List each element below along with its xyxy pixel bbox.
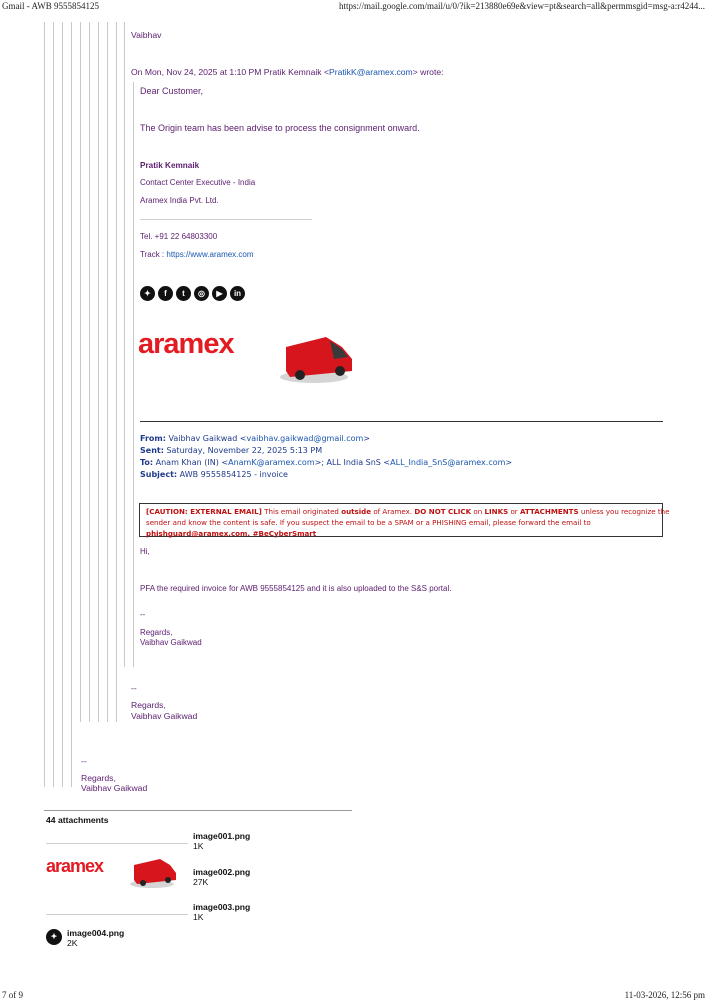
to-email-link-1[interactable]: AnamK@aramex.com [228, 458, 315, 467]
attachment-thumb-aramex[interactable]: aramex [46, 856, 104, 876]
aramex-van-icon [280, 333, 356, 385]
print-footer-datetime: 11-03-2026, 12:56 pm [624, 990, 705, 1000]
print-header-title: Gmail - AWB 9555854125 [2, 1, 100, 11]
instagram-icon[interactable]: ◎ [194, 286, 209, 301]
quote-line [98, 22, 99, 722]
top-signature: Vaibhav [131, 30, 162, 40]
signature-divider [140, 219, 312, 220]
attachments-count: 44 attachments [46, 815, 109, 825]
linkedin-icon[interactable]: in [230, 286, 245, 301]
forward-pfa: PFA the required invoice for AWB 9555854125 and it is also uploaded to the S&S portal. [140, 584, 452, 593]
forward-divider [140, 421, 663, 422]
forward-to: To: Anam Khan (IN) <AnamK@aramex.com>; ALL India SnS <ALL_India_SnS@aramex.com> [140, 458, 513, 467]
attachment-size: 1K [193, 912, 204, 922]
attachment-name[interactable]: image002.png [193, 867, 251, 877]
forward-dashes: -- [140, 610, 146, 619]
outer2-regards: Regards, [81, 773, 116, 783]
to-email-link-2[interactable]: ALL_India_SnS@aramex.com [390, 458, 506, 467]
quote-line [80, 22, 81, 722]
quote-line [44, 22, 45, 787]
youtube-icon[interactable]: ▶ [212, 286, 227, 301]
forward-name: Vaibhav Gaikwad [140, 638, 202, 647]
outer1-regards: Regards, [131, 700, 166, 710]
attachment-size: 27K [193, 877, 209, 887]
caution-banner: [CAUTION: EXTERNAL EMAIL] This email originated outside of Aramex. DO NOT CLICK on LINKS or ATTACHMENTS unless you recognize the sender and know the content is safe. If you suspect the email to be a SPAM or a PHISHING email, please forward the email to phishguard@aramex.com. #BeCyberSmart [139, 503, 663, 537]
outer2-name: Vaibhav Gaikwad [81, 783, 148, 793]
globe-icon[interactable]: ✦ [46, 929, 62, 945]
aramex-logo: aramex [138, 328, 234, 360]
wrote-email-link[interactable]: PratikK@aramex.com [329, 67, 413, 77]
greeting: Dear Customer, [140, 86, 204, 96]
quote-line [107, 22, 108, 722]
aramex-van-thumb-icon [130, 856, 178, 888]
facebook-icon[interactable]: f [158, 286, 173, 301]
forward-subject: Subject: AWB 9555854125 - invoice [140, 470, 288, 479]
forward-from: From: Vaibhav Gaikwad <vaibhav.gaikwad@gmail.com> [140, 434, 370, 443]
forward-regards: Regards, [140, 628, 173, 637]
signature-title: Contact Center Executive - India [140, 178, 256, 187]
twitter-icon[interactable]: t [176, 286, 191, 301]
wrote-line: On Mon, Nov 24, 2025 at 1:10 PM Pratik Kemnaik <PratikK@aramex.com> wrote: [131, 67, 444, 77]
outer2-dashes: -- [81, 756, 87, 766]
quote-line [53, 22, 54, 787]
quote-line [116, 22, 117, 722]
attachment-name[interactable]: image004.png [67, 928, 125, 938]
attachment-thumb-line [46, 914, 188, 915]
track-link[interactable]: https://www.aramex.com [166, 250, 254, 259]
signature-tel: Tel. +91 22 64803300 [140, 232, 218, 241]
attachment-name[interactable]: image003.png [193, 902, 251, 912]
signature-name: Pratik Kemnaik [140, 161, 200, 170]
forward-hi: Hi, [140, 547, 150, 556]
from-email-link[interactable]: vaibhav.gaikwad@gmail.com [246, 434, 364, 443]
attachment-size: 1K [193, 841, 204, 851]
attachments-divider [44, 810, 352, 811]
attachment-size: 2K [67, 938, 78, 948]
outer1-dashes: -- [131, 683, 137, 693]
quote-line [133, 82, 134, 667]
attachment-name[interactable]: image001.png [193, 831, 251, 841]
quote-line [89, 22, 90, 722]
attachment-thumb-line [46, 843, 188, 844]
outer1-name: Vaibhav Gaikwad [131, 711, 198, 721]
forward-sent: Sent: Saturday, November 22, 2025 5:13 PM [140, 446, 323, 455]
quote-line [71, 22, 72, 787]
signature-track: Track : https://www.aramex.com [140, 250, 254, 259]
message-body: The Origin team has been advise to process the consignment onward. [140, 123, 420, 133]
signature-company: Aramex India Pvt. Ltd. [140, 196, 219, 205]
print-footer-page: 7 of 9 [2, 990, 23, 1000]
print-header-url: https://mail.google.com/mail/u/0/?ik=213880e69e&view=pt&search=all&permmsgid=msg-a:r4244... [339, 1, 705, 11]
quote-line [62, 22, 63, 787]
globe-icon[interactable]: ✦ [140, 286, 155, 301]
quote-line [124, 22, 125, 667]
